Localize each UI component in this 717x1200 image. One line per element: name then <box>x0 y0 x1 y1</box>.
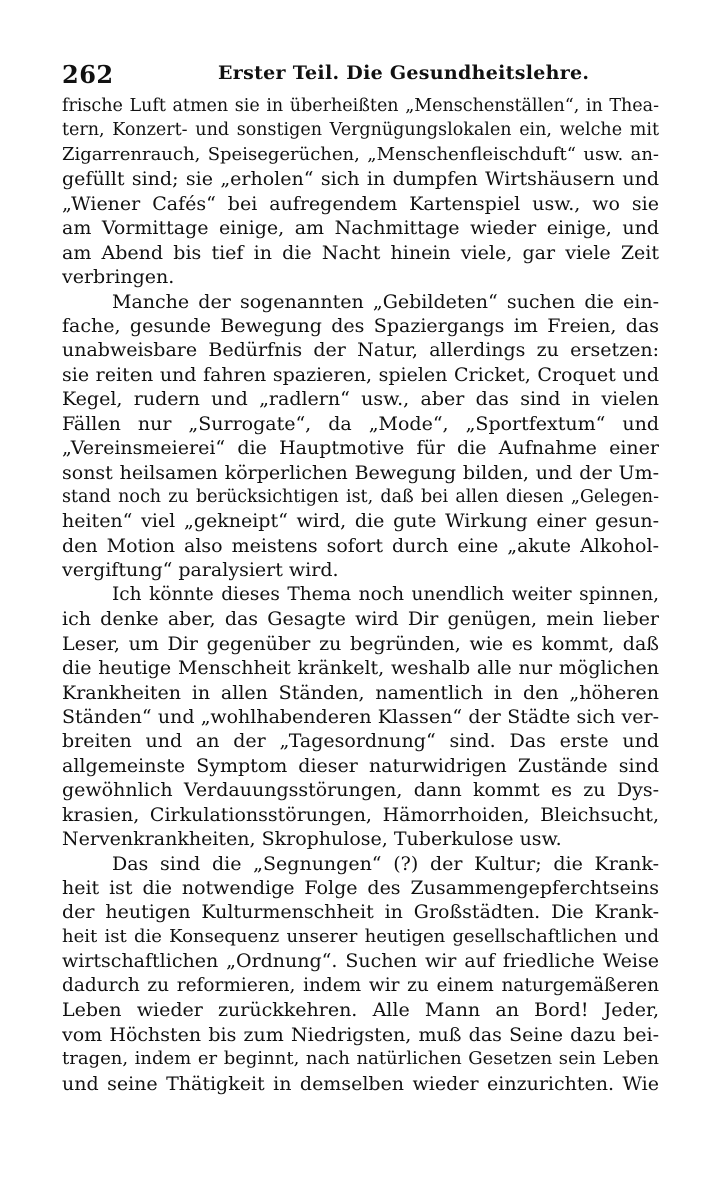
running-head <box>62 56 659 90</box>
text-line: Fällen nur „Surrogate“, da „Mode“, „Sportfextum“ und <box>62 412 659 435</box>
text-line: sie reiten und fahren spazieren, spielen Cricket, Croquet und <box>62 363 659 386</box>
text-line: am Vormittage einige, am Nachmittage wieder einige, und <box>62 217 659 240</box>
text-line: heiten“ viel „gekneipt“ wird, die gute Wirkung einer gesun- <box>62 510 659 533</box>
text-line: Leben wieder zurückkehren. Alle Mann an Bord! Jeder, <box>62 999 659 1022</box>
text-line: fache, gesunde Bewegung des Spaziergangs im Freien, das <box>62 314 659 337</box>
text-line: tragen, indem er beginnt, nach natürlichen Gesetzen sein Leben <box>62 1048 659 1070</box>
text-line: vergiftung“ paralysiert wird. <box>62 559 339 582</box>
text-line: vom Höchsten bis zum Niedrigsten, muß das Seine dazu bei- <box>62 1023 659 1046</box>
text-line: Krankheiten in allen Ständen, namentlich in den „höheren <box>62 681 659 704</box>
text-line: wirtschaftlichen „Ordnung“. Suchen wir auf friedliche Weise <box>62 950 659 973</box>
text-line: Nervenkrankheiten, Skrophulose, Tuberkulose usw. <box>62 828 562 851</box>
text-line: der heutigen Kulturmenschheit in Großstädten. Die Krank- <box>62 901 659 924</box>
header-title: Erster Teil. Die Gesundheitslehre. <box>218 62 590 84</box>
text-line: heit ist die Konsequenz unserer heutigen gesellschaftlichen und <box>62 925 659 947</box>
text-line: Manche der sogenannten „Gebildeten“ suchen die ein- <box>112 290 659 313</box>
paragraph-4 <box>62 852 659 1096</box>
text-line: breiten und an der „Tagesordnung“ sind. Das erste und <box>62 730 659 753</box>
text-line: tern, Konzert- und sonstigen Vergnügungslokalen ein, welche mit <box>62 120 659 141</box>
text-line: Das sind die „Segnungen“ (?) der Kultur; die Krank- <box>112 852 659 875</box>
text-line: die heutige Menschheit kränkelt, weshalb alle nur möglichen <box>62 657 659 680</box>
text-line: Leser, um Dir gegenüber zu begründen, wie es kommt, daß <box>62 632 659 655</box>
paragraph-1 <box>62 94 659 290</box>
text-line: krasien, Cirkulationsstörungen, Hämorrhoiden, Bleichsucht, <box>62 803 659 826</box>
text-line: dadurch zu reformieren, indem wir zu einem naturgemäßeren <box>62 974 659 996</box>
text-line: gewöhnlich Verdauungsstörungen, dann kommt es zu Dys- <box>62 779 659 802</box>
text-line: frische Luft atmen sie in überheißten „Menschenställen“, in Thea- <box>62 96 659 116</box>
paragraph-2 <box>62 290 659 583</box>
text-line: Kegel, rudern und „radlern“ usw., aber das sind in vielen <box>62 388 659 411</box>
page-number: 262 <box>62 60 114 89</box>
text-line: Zigarrenrauch, Speisegerüchen, „Menschenfleischduft“ usw. an- <box>62 143 659 165</box>
text-line: „Wiener Cafés“ bei aufregendem Kartenspiel usw., wo sie <box>62 192 659 215</box>
text-line: gefüllt sind; sie „erholen“ sich in dumpfen Wirtshäusern und <box>62 168 659 191</box>
text-line: heit ist die notwendige Folge des Zusammengepferchtseins <box>62 877 659 899</box>
text-line: Ständen“ und „wohlhabenderen Klassen“ der Städte sich ver- <box>62 705 659 728</box>
text-line: am Abend bis tief in die Nacht hinein viele, gar viele Zeit <box>62 241 659 264</box>
text-line: ich denke aber, das Gesagte wird Dir genügen, mein lieber <box>62 608 659 631</box>
text-line: allgemeinste Symptom dieser naturwidrigen Zustände sind <box>62 754 659 777</box>
text-line: unabweisbare Bedürfnis der Natur, allerdings zu ersetzen: <box>62 339 659 362</box>
body-text <box>62 94 659 1096</box>
text-line: Ich könnte dieses Thema noch unendlich weiter spinnen, <box>112 583 659 605</box>
text-line: stand noch zu berücksichtigen ist, daß bei allen diesen „Gelegen- <box>62 487 659 507</box>
paragraph-3 <box>62 583 659 852</box>
text-line: verbringen. <box>62 266 175 289</box>
text-line: den Motion also meistens sofort durch eine „akute Alkohol- <box>62 534 659 557</box>
text-line: „Vereinsmeierei“ die Hauptmotive für die Aufnahme einer <box>62 437 659 460</box>
text-line: und seine Thätigkeit in demselben wieder einzurichten. Wie <box>62 1072 659 1095</box>
text-line: sonst heilsamen körperlichen Bewegung bilden, und der Um- <box>62 461 659 484</box>
